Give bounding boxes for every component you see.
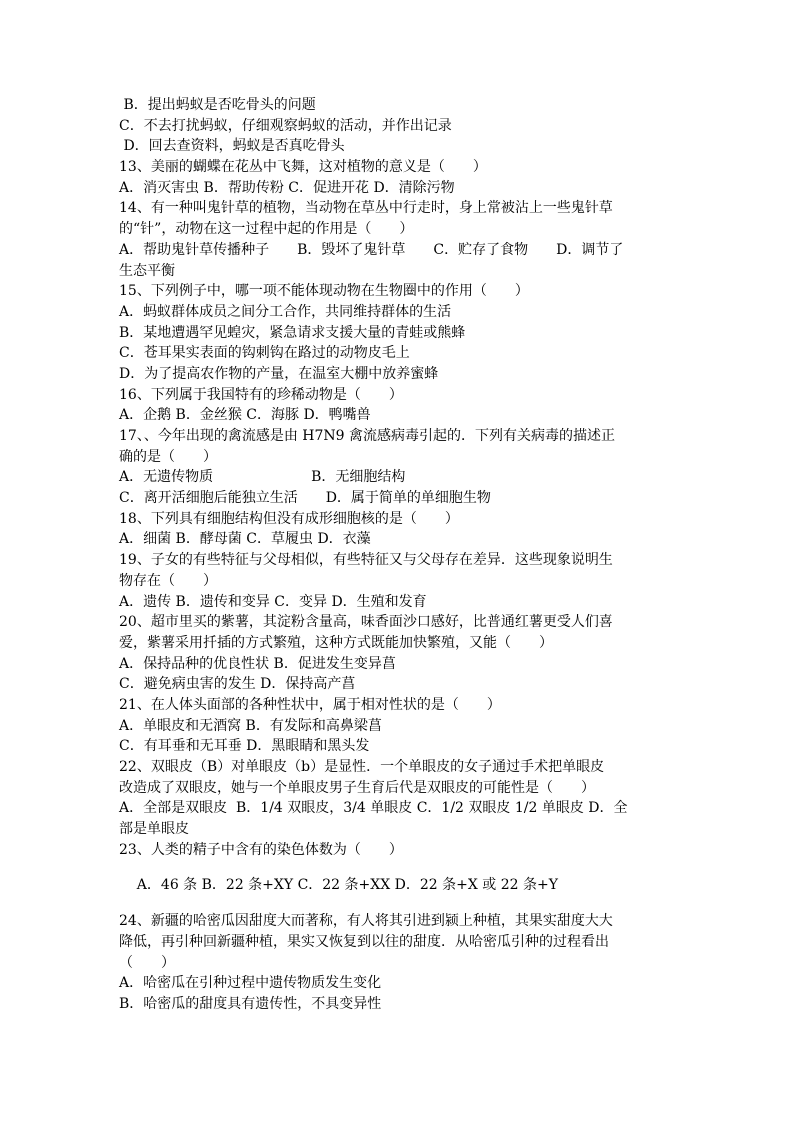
question-24: 24、新疆的哈密瓜因甜度大而著称，有人将其引进到颍上种植，其果实甜度大大 (119, 913, 613, 930)
question-18: 18、下列具有细胞结构但没有成形细胞核的是（ ） (119, 510, 459, 527)
question-23-options: A．46 条 B．22 条+XY C．22 条+XX D．22 条+X 或 22 条+Y (119, 877, 558, 894)
question-22-cont: 改造成了双眼皮，她与一个单眼皮男子生育后代是双眼皮的可能性是（ ） (119, 779, 595, 796)
question-19-options: A．遗传 B．遗传和变异 C．变异 D．生殖和发育 (119, 593, 427, 610)
question-13: 13、美丽的蝴蝶在花丛中飞舞，这对植物的意义是（ ） (119, 159, 487, 176)
spacer (119, 896, 679, 911)
option-line: A．单眼皮和无酒窝 B．有发际和高鼻梁菖 (119, 717, 382, 734)
option-line: C．有耳垂和无耳垂 D．黑眼睛和黑头发 (119, 738, 370, 755)
question-18-options: A．细菌 B．酵母菌 C．草履虫 D．衣藻 (119, 531, 371, 548)
option-line: B．哈密瓜的甜度具有遗传性，不具变异性 (119, 995, 382, 1012)
question-13-options: A．消灭害虫 B．帮助传粉 C．促进开花 D．清除污物 (119, 179, 455, 196)
question-23: 23、人类的精子中含有的染色体数为（ ） (119, 841, 403, 858)
question-24-cont: 降低，再引种回新疆种植，果实又恢复到以往的甜度．从哈密瓜引种的过程看出 (119, 933, 609, 950)
question-17: 17、、今年出现的禽流感是由 H7N9 禽流感病毒引起的．下列有关病毒的描述正 (119, 428, 615, 444)
option-line: D．为了提高农作物的产量，在温室大棚中放养蜜蜂 (119, 365, 439, 382)
question-14: 14、有一种叫鬼针草的植物，当动物在草丛中行走时，身上常被沾上一些鬼针草 (119, 200, 613, 217)
question-24-cont: （ ） (119, 954, 175, 971)
question-22-options: A．全部是双眼皮 B．1/4 双眼皮，3/4 单眼皮 C．1/2 双眼皮 1/2 单眼皮 D．全 (119, 800, 628, 817)
question-19: 19、子女的有些特征与父母相似，有些特征又与父母存在差异．这些现象说明生 (119, 552, 613, 569)
option-line: C．不去打扰蚂蚁，仔细观察蚂蚁的活动，并作出记录 (119, 117, 452, 134)
option-line: A．哈密瓜在引种过程中遗传物质发生变化 (119, 975, 382, 992)
question-20: 20、超市里买的紫薯，其淀粉含量高，味香面沙口感好，比普通红薯更受人们喜 (119, 614, 613, 631)
option-line: A．无遗传物质 B．无细胞结构 (119, 469, 406, 486)
question-14-options-cont: 生态平衡 (119, 262, 175, 279)
question-16: 16、下列属于我国特有的珍稀动物是（ ） (119, 386, 403, 403)
option-line: D．回去查资料，蚂蚁是否真吃骨头 (119, 138, 345, 155)
option-line: C．苍耳果实表面的钩刺钩在路过的动物皮毛上 (119, 345, 410, 362)
option-line: B．提出蚂蚁是否吃骨头的问题 (119, 97, 316, 113)
question-14-cont: 的“针”，动物在这一过程中起的作用是（ ） (119, 221, 414, 238)
question-22: 22、双眼皮（B）对单眼皮（b）是显性．一个单眼皮的女子通过手术把单眼皮 (119, 759, 605, 775)
question-21: 21、在人体头面部的各种性状中，属于相对性状的是（ ） (119, 696, 501, 713)
spacer (119, 860, 679, 875)
option-line: A．保持品种的优良性状 B．促进发生变异菖 (119, 655, 396, 672)
question-16-options: A．企鹅 B．金丝猴 C．海豚 D．鸭嘴兽 (119, 407, 371, 424)
question-17-cont: 确的是（ ） (119, 448, 217, 465)
option-line: A．蚂蚁群体成员之间分工合作，共同维持群体的生活 (119, 303, 452, 320)
question-20-cont: 爱，紫薯采用扦插的方式繁殖，这种方式既能加快繁殖，又能（ ） (119, 634, 553, 651)
option-line: B．某地遭遇罕见蝗灾，紧急请求支援大量的青蛙或熊蜂 (119, 324, 466, 341)
option-line: C．离开活细胞后能独立生活 D．属于简单的单细胞生物 (119, 490, 491, 507)
question-19-cont: 物存在（ ） (119, 572, 217, 589)
question-22-options-cont: 部是单眼皮 (119, 821, 189, 838)
question-14-options: A．帮助鬼针草传播种子 B．毁坏了鬼针草 C．贮存了食物 D．调节了 (119, 241, 624, 258)
exam-content (119, 95, 679, 1015)
question-15: 15、下列例子中，哪一项不能体现动物在生物圈中的作用（ ） (119, 283, 529, 300)
option-line: C．避免病虫害的发生 D．保持高产菖 (119, 676, 356, 693)
